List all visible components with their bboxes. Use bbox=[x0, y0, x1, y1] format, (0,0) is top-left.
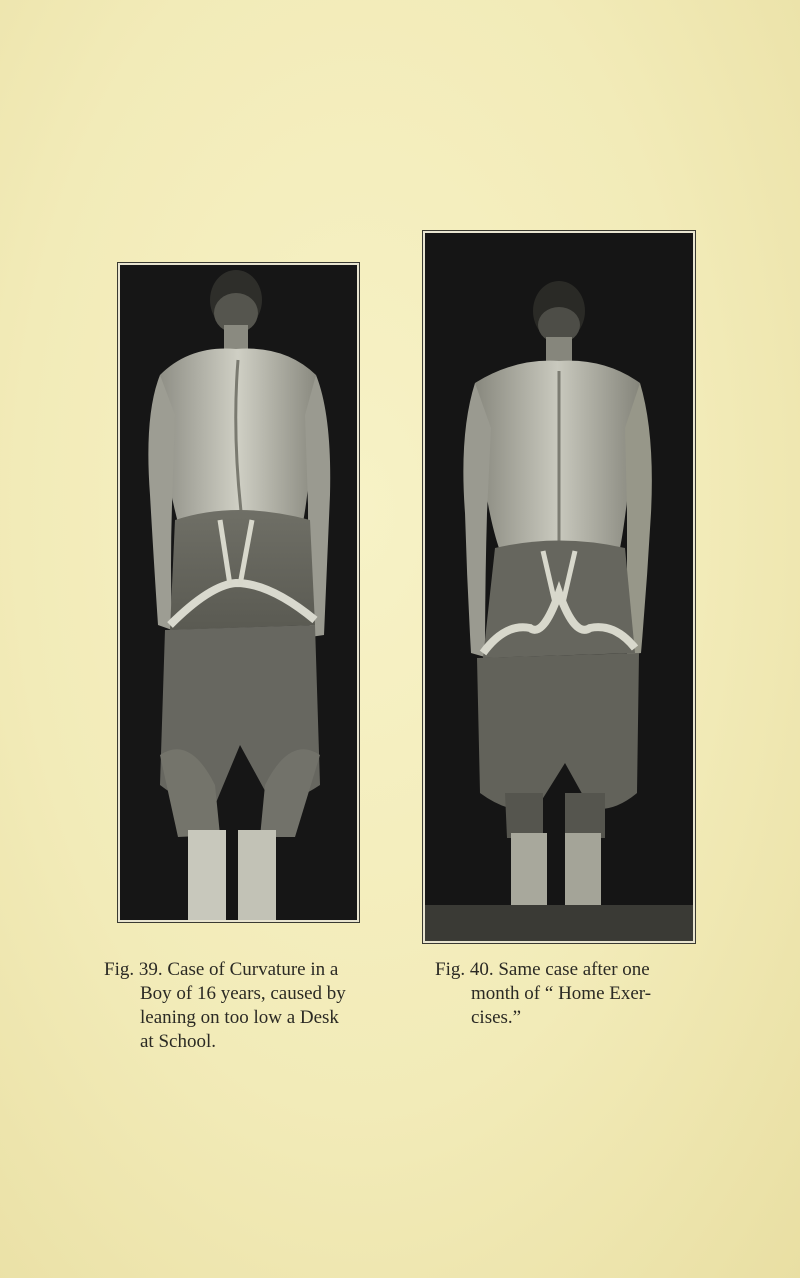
figure-40-illustration bbox=[425, 233, 693, 941]
caption-line: leaning on too low a Desk bbox=[140, 1007, 339, 1028]
figure-40-caption bbox=[435, 958, 735, 1030]
figure-39-illustration bbox=[120, 265, 357, 920]
caption-line: at School. bbox=[140, 1031, 216, 1052]
caption-line: month of “ Home Exer- bbox=[471, 983, 652, 1004]
caption-line: Fig. 40. Same case after one bbox=[435, 959, 650, 980]
figure-40-photograph bbox=[423, 231, 695, 943]
figure-39-photograph bbox=[118, 263, 359, 922]
caption-line: Boy of 16 years, caused by bbox=[140, 983, 346, 1004]
caption-line: Fig. 39. Case of Curvature in a bbox=[104, 959, 339, 980]
caption-line: cises.” bbox=[471, 1007, 522, 1028]
figure-39-caption bbox=[104, 958, 404, 1054]
